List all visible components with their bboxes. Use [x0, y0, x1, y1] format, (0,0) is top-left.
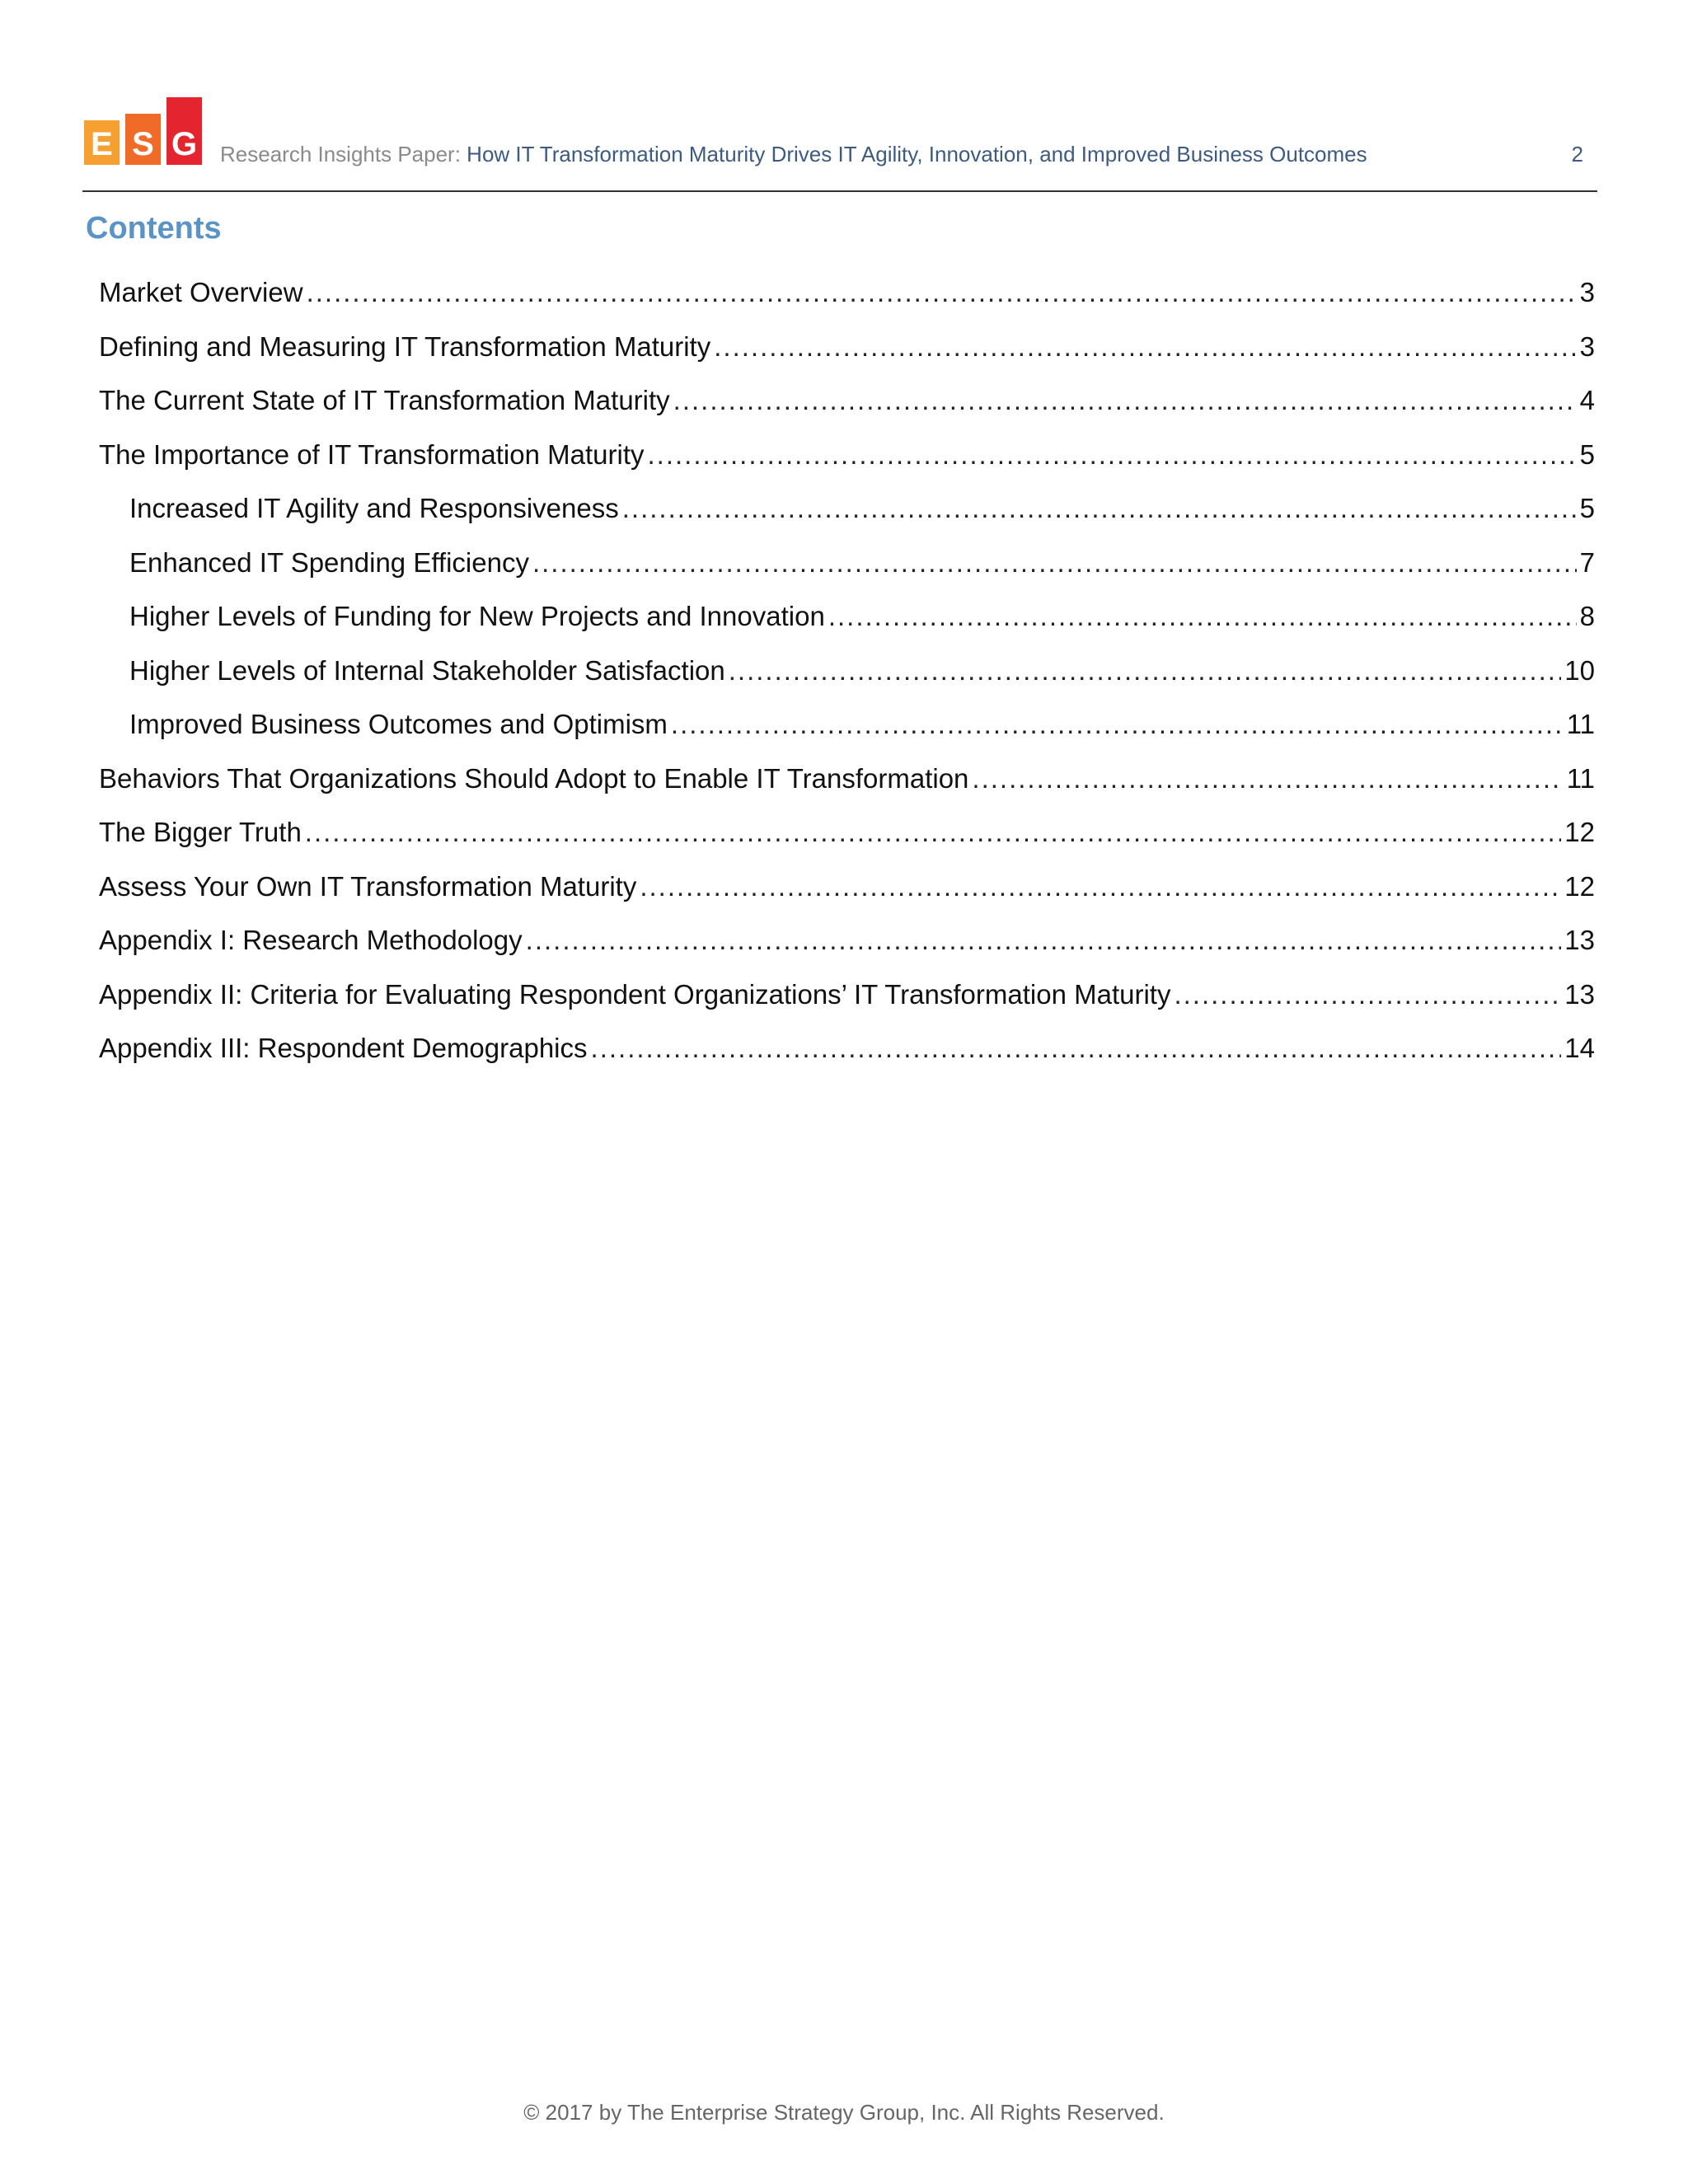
- toc-entry-label[interactable]: Higher Levels of Funding for New Projects and Innovation: [129, 601, 825, 631]
- toc-dot-leader: [729, 655, 1562, 687]
- toc-entry-label[interactable]: Higher Levels of Internal Stakeholder Satisfaction: [129, 654, 725, 686]
- toc-dot-leader: [673, 385, 1577, 416]
- header-title: How IT Transformation Maturity Drives IT Agility, Innovation, and Improved Business Outcomes: [467, 142, 1367, 166]
- toc-entry-page[interactable]: 8: [1579, 601, 1595, 631]
- toc-entry[interactable]: [99, 601, 1595, 655]
- header-divider: [82, 190, 1597, 192]
- toc-entry-page[interactable]: 12: [1564, 870, 1595, 902]
- toc-entry[interactable]: [99, 709, 1595, 763]
- toc-entry[interactable]: [99, 655, 1595, 710]
- toc-entry[interactable]: [99, 1033, 1595, 1087]
- toc-dot-leader: [526, 925, 1562, 956]
- header-page-number: 2: [1571, 142, 1583, 166]
- toc-dot-leader: [532, 547, 1577, 579]
- toc-entry-label[interactable]: The Current State of IT Transformation Maturity: [99, 385, 670, 415]
- toc-dot-leader: [714, 331, 1576, 363]
- toc-entry[interactable]: [99, 385, 1595, 439]
- toc-entry-page[interactable]: 4: [1579, 385, 1595, 415]
- toc-entry-page[interactable]: 11: [1566, 709, 1595, 739]
- toc-entry[interactable]: [99, 493, 1595, 547]
- toc-entry-page[interactable]: 11: [1566, 762, 1595, 794]
- toc-dot-leader: [305, 817, 1561, 848]
- toc-entry-page[interactable]: 5: [1579, 493, 1595, 523]
- toc-entry-label[interactable]: Appendix II: Criteria for Evaluating Respondent Organizations’ IT Transformation Maturity: [99, 978, 1171, 1010]
- toc-entry-label[interactable]: Assess Your Own IT Transformation Maturity: [99, 870, 637, 902]
- page-header: [84, 97, 1597, 165]
- toc-entry-label[interactable]: Increased IT Agility and Responsiveness: [129, 493, 619, 523]
- toc-entry-page[interactable]: 13: [1564, 925, 1595, 955]
- toc-entry-page[interactable]: 10: [1564, 654, 1595, 686]
- toc-entry-page[interactable]: 7: [1579, 546, 1595, 578]
- toc-entry-label[interactable]: Market Overview: [99, 277, 303, 307]
- toc-entry-label[interactable]: Appendix III: Respondent Demographics: [99, 1033, 588, 1063]
- toc-entry[interactable]: [99, 439, 1595, 494]
- toc-entry[interactable]: [99, 547, 1595, 602]
- logo-letter-e: E: [84, 120, 120, 165]
- toc-dot-leader: [591, 1033, 1562, 1064]
- toc-entry[interactable]: [99, 331, 1595, 386]
- toc-entry-label[interactable]: Behaviors That Organizations Should Adopt to Enable IT Transformation: [99, 762, 969, 794]
- logo-letter-s: S: [125, 114, 161, 165]
- toc-entry-page[interactable]: 13: [1564, 978, 1595, 1010]
- header-prefix: Research Insights Paper:: [220, 142, 461, 166]
- contents-heading: Contents: [86, 211, 222, 246]
- toc-entry[interactable]: [99, 817, 1595, 871]
- toc-entry-label[interactable]: Enhanced IT Spending Efficiency: [129, 546, 529, 578]
- toc-entry[interactable]: [99, 763, 1595, 818]
- toc-entry-label[interactable]: Defining and Measuring IT Transformation Maturity: [99, 330, 711, 362]
- toc-entry-label[interactable]: Appendix I: Research Methodology: [99, 925, 523, 955]
- toc-dot-leader: [1174, 979, 1561, 1010]
- toc-entry-label[interactable]: The Importance of IT Transformation Maturity: [99, 438, 645, 470]
- toc-dot-leader: [307, 277, 1577, 308]
- table-of-contents: [99, 277, 1595, 1087]
- toc-entry[interactable]: [99, 979, 1595, 1033]
- toc-entry-page[interactable]: 3: [1579, 330, 1595, 362]
- toc-entry-page[interactable]: 12: [1564, 817, 1595, 847]
- toc-entry-page[interactable]: 5: [1579, 438, 1595, 470]
- toc-entry[interactable]: [99, 871, 1595, 926]
- toc-entry[interactable]: [99, 925, 1595, 979]
- toc-dot-leader: [972, 763, 1563, 794]
- header-text: [220, 142, 1367, 167]
- toc-entry-label[interactable]: Improved Business Outcomes and Optimism: [129, 709, 668, 739]
- toc-dot-leader: [828, 601, 1577, 632]
- toc-entry[interactable]: [99, 277, 1595, 331]
- toc-dot-leader: [640, 871, 1561, 902]
- page-footer: © 2017 by The Enterprise Strategy Group, Inc. All Rights Reserved.: [523, 2100, 1165, 2125]
- toc-entry-page[interactable]: 14: [1564, 1033, 1595, 1063]
- toc-entry-label[interactable]: The Bigger Truth: [99, 817, 302, 847]
- toc-dot-leader: [622, 493, 1577, 524]
- toc-entry-page[interactable]: 3: [1579, 277, 1595, 307]
- toc-dot-leader: [671, 709, 1564, 740]
- toc-dot-leader: [647, 439, 1576, 471]
- esg-logo: [84, 97, 202, 165]
- logo-letter-g: G: [166, 97, 202, 165]
